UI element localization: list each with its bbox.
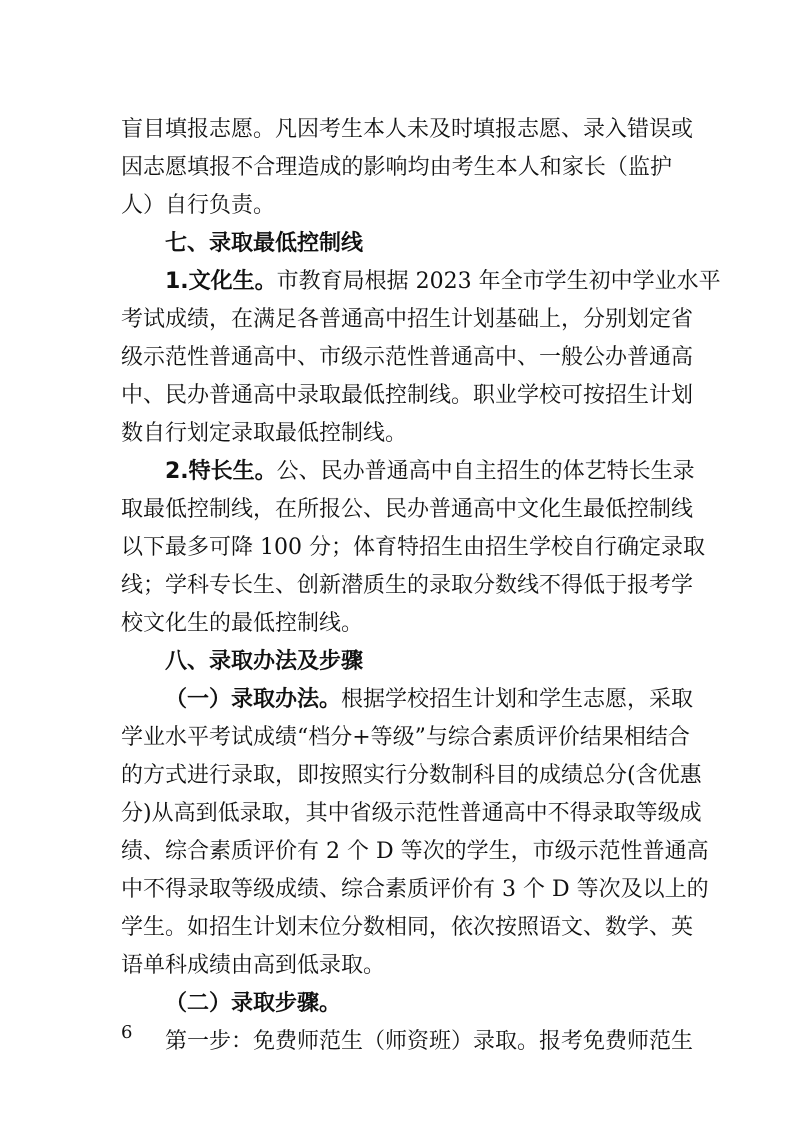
paragraph-text: 公、民办普通高中自主招生的体艺特长生录 — [276, 459, 695, 484]
paragraph-line: 人）自行负责。 — [121, 193, 276, 218]
paragraph-line: 线；学科专长生、创新潜质生的录取分数线不得低于报考学 — [121, 573, 694, 598]
paragraph-lead: （一）录取办法。 — [165, 687, 342, 712]
section-heading: 八、录取办法及步骤 — [165, 649, 364, 674]
paragraph-line: 第一步：免费师范生（师资班）录取。报考免费师范生 — [165, 1029, 694, 1054]
paragraph-line — [165, 685, 694, 715]
paragraph-line: 语单科成绩由高到低录取。 — [121, 953, 386, 978]
paragraph-line: 考试成绩，在满足各普通高中招生计划基础上，分别划定省 — [121, 307, 694, 332]
paragraph-line: 盲目填报志愿。凡因考生本人未及时填报志愿、录入错误或 — [121, 117, 694, 142]
paragraph-line — [165, 267, 721, 297]
paragraph-lead: （二）录取步骤。 — [165, 991, 342, 1016]
paragraph-line: 分)从高到低录取，其中省级示范性普通高中不得录取等级成 — [121, 801, 702, 826]
paragraph-line — [165, 989, 341, 1019]
paragraph-line: 绩、综合素质评价有 2 个 D 等次的学生，市级示范性普通高 — [121, 839, 709, 864]
paragraph-line: 以下最多可降 100 分；体育特招生由招生学校自行确定录取 — [121, 535, 705, 560]
paragraph-line: 取最低控制线，在所报公、民办普通高中文化生最低控制线 — [121, 497, 694, 522]
page-number: 6 — [121, 1022, 133, 1043]
paragraph-text: 根据学校招生计划和学生志愿，采取 — [341, 687, 694, 712]
paragraph-line: 的方式进行录取，即按照实行分数制科目的成绩总分(含优惠 — [121, 763, 702, 788]
section-heading: 七、录取最低控制线 — [165, 231, 364, 256]
paragraph-text: 市教育局根据 2023 年全市学生初中学业水平 — [276, 269, 721, 294]
paragraph-lead: 2.特长生。 — [165, 459, 277, 484]
paragraph-line: 因志愿填报不合理造成的影响均由考生本人和家长（监护 — [121, 155, 672, 180]
paragraph-line: 中不得录取等级成绩、综合素质评价有 3 个 D 等次及以上的 — [121, 877, 709, 902]
paragraph-line: 校文化生的最低控制线。 — [121, 611, 364, 636]
paragraph-line — [165, 457, 695, 487]
paragraph-line: 中、民办普通高中录取最低控制线。职业学校可按招生计划 — [121, 383, 694, 408]
paragraph-line: 学生。如招生计划末位分数相同，依次按照语文、数学、英 — [121, 915, 694, 940]
paragraph-line: 学业水平考试成绩“档分+等级”与综合素质评价结果相结合 — [121, 725, 690, 750]
paragraph-line: 级示范性普通高中、市级示范性普通高中、一般公办普通高 — [121, 345, 694, 370]
paragraph-line: 数自行划定录取最低控制线。 — [121, 421, 408, 446]
paragraph-lead: 1.文化生。 — [165, 269, 277, 294]
